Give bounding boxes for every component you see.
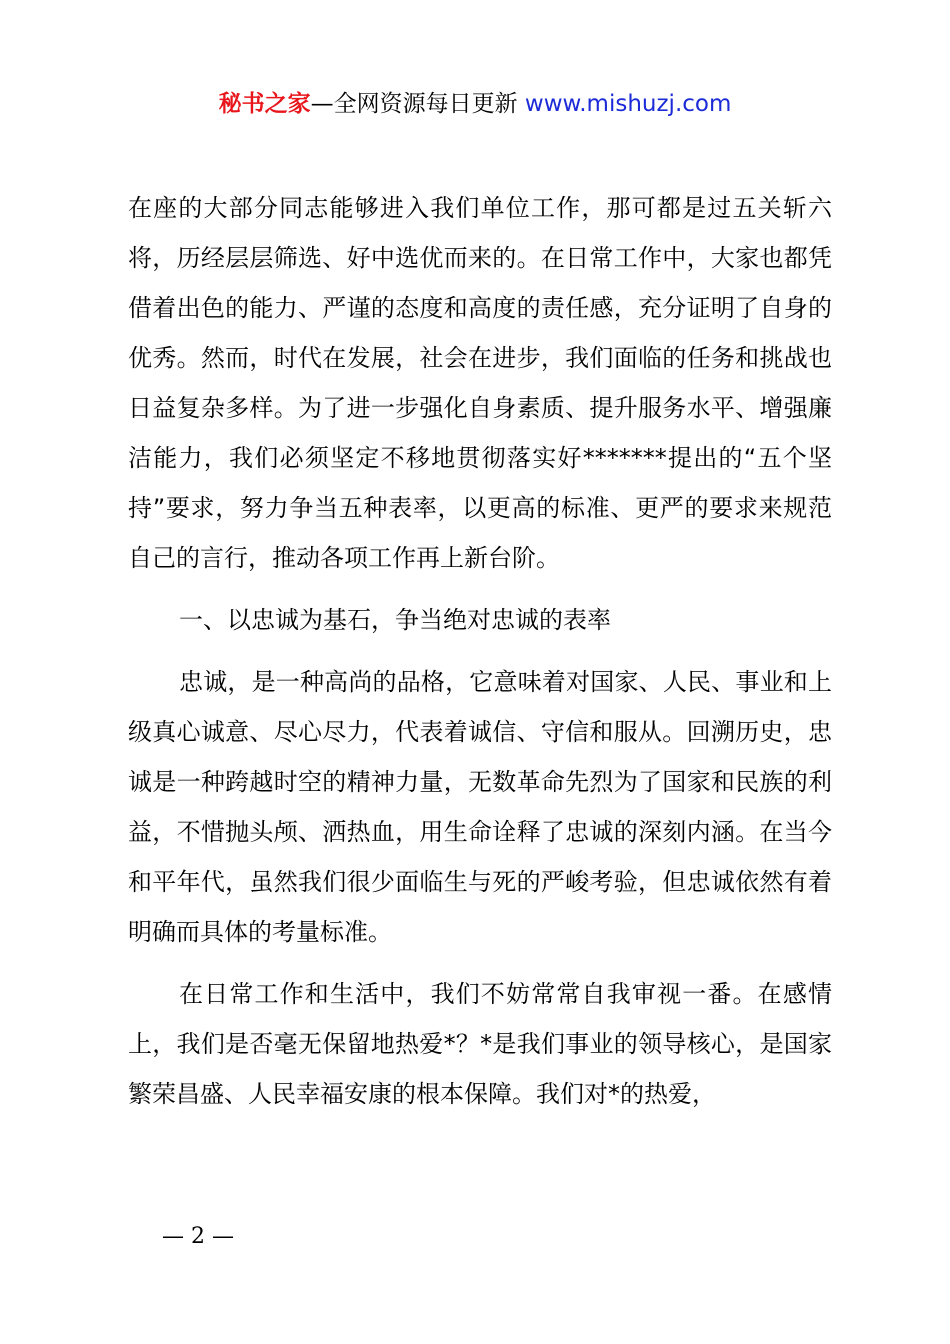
paragraph-self-review: 在日常工作和生活中，我们不妨常常自我审视一番。在感情上，我们是否毫无保留地热爱*？*是我们事业的领导核心，是国家繁荣昌盛、人民幸福安康的根本保障。我们对*的热爱， xyxy=(128,980,832,1108)
page-number: — 2 — xyxy=(162,1224,234,1249)
banner-tagline: —全网资源每日更新 xyxy=(310,91,525,117)
paragraph-loyalty: 忠诚，是一种高尚的品格，它意味着对国家、人民、事业和上级真心诚意、尽心尽力，代表着诚信、守信和服从。回溯历史，忠诚是一种跨越时空的精神力量，无数革命先烈为了国家和民族的利益，不惜抛头颅、洒热血，用生命诠释了忠诚的深刻内涵。在当今和平年代，虽然我们很少面临生与死的严峻考验，但忠诚依然有着明确而具体的考量标准。 xyxy=(128,668,832,946)
site-banner xyxy=(0,86,950,122)
paragraph-gap xyxy=(128,645,832,657)
brand-name: 秘书之家 xyxy=(218,91,311,117)
paragraph-gap xyxy=(128,583,832,595)
paragraph-intro: 在座的大部分同志能够进入我们单位工作，那可都是过五关斩六将，历经层层筛选、好中选优而来的。在日常工作中，大家也都凭借着出色的能力、严谨的态度和高度的责任感，充分证明了自身的优秀。然而，时代在发展，社会在进步，我们面临的任务和挑战也日益复杂多样。为了进一步强化自身素质、提升服务水平、增强廉洁能力，我们必须坚定不移地贯彻落实好*******提出的“五个坚持”要求，努力争当五种表率，以更高的标准、更严的要求来规范自己的言行，推动各项工作再上新台阶。 xyxy=(128,194,832,572)
site-url-link[interactable]: www.mishuzj.com xyxy=(524,91,732,117)
document-body xyxy=(128,183,832,1119)
paragraph-gap xyxy=(128,957,832,969)
section-heading: 一、以忠诚为基石，争当绝对忠诚的表率 xyxy=(179,606,611,634)
